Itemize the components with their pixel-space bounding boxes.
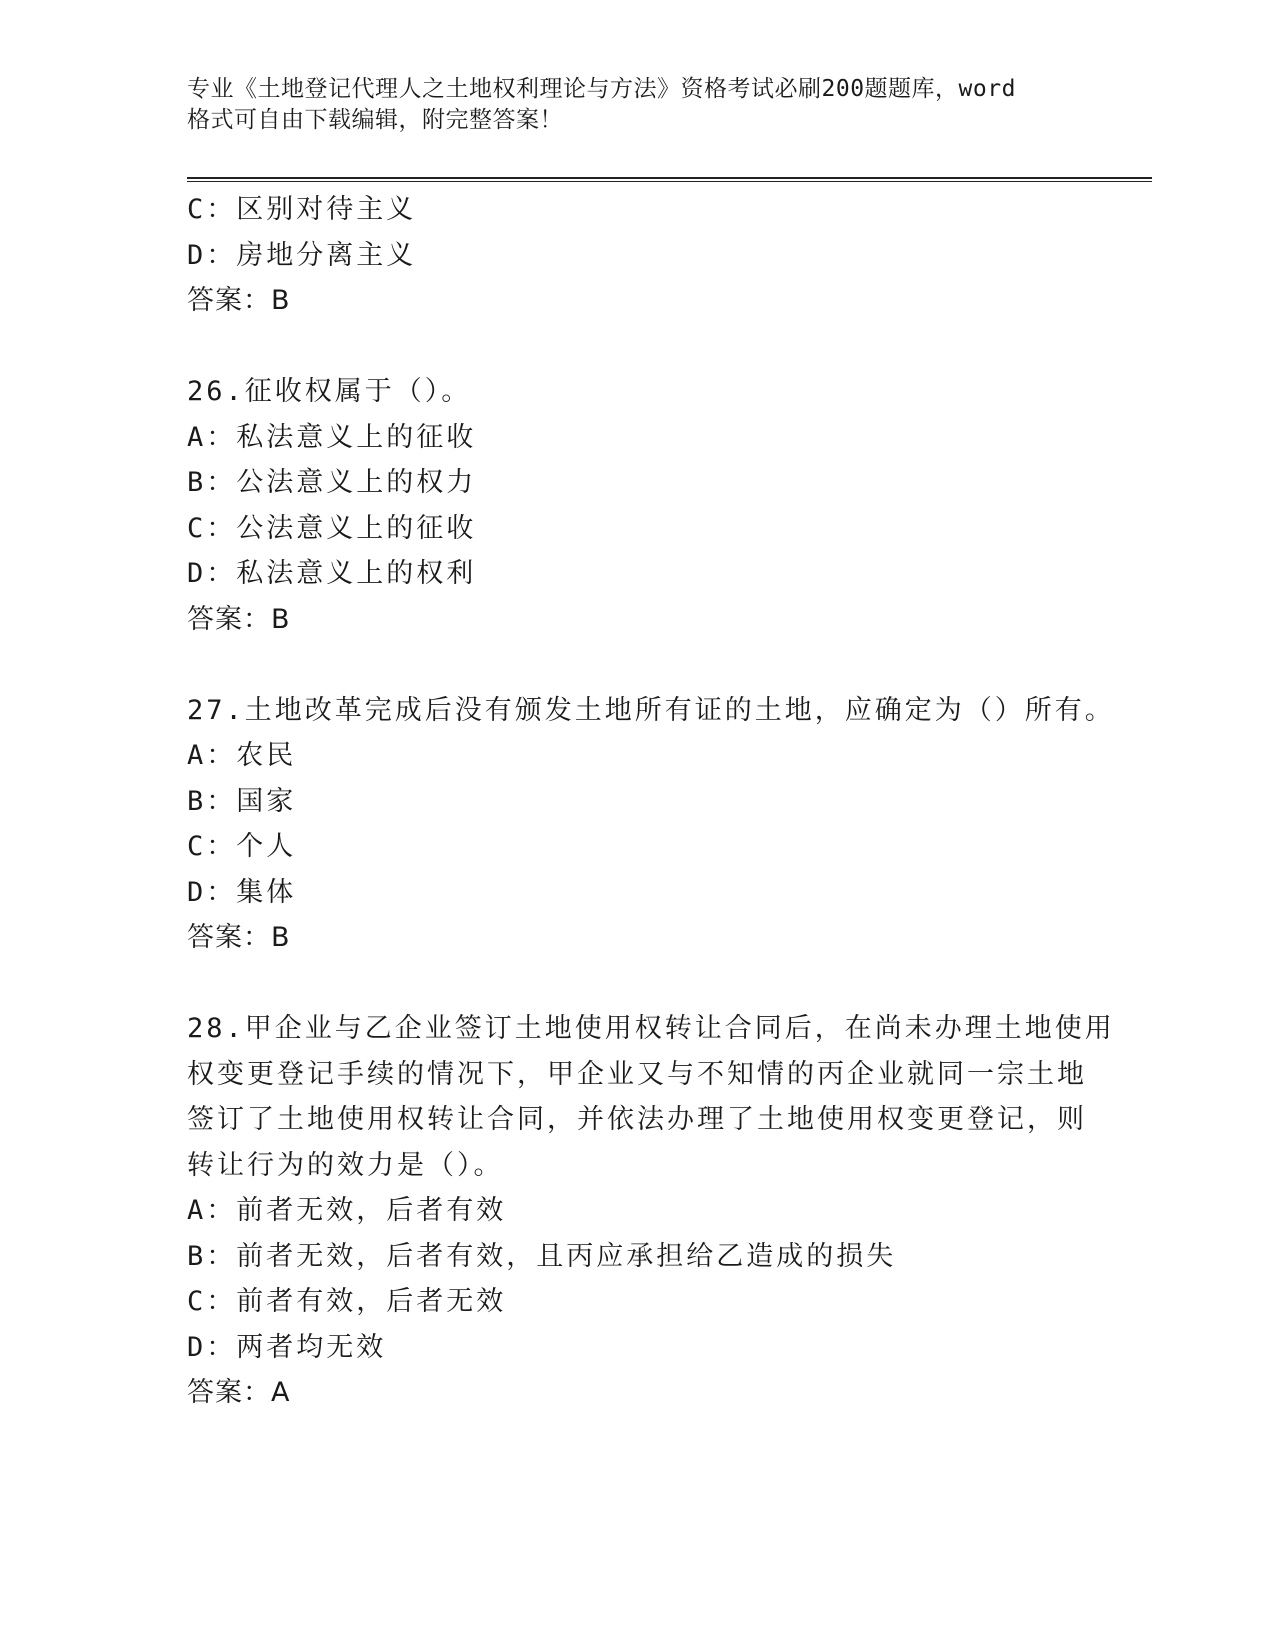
option-d: D：私法意义上的权利 [187,558,477,589]
answer-line: 答案：B [187,603,291,635]
option-b: B：国家 [187,785,297,817]
option-d: D：房地分离主义 [187,239,417,271]
question-stem-line-3: 签订了土地使用权转让合同，并依法办理了土地使用权变更登记，则 [187,1104,1087,1135]
option-a: A：农民 [187,740,297,771]
option-c: C：公法意义上的征收 [187,512,477,544]
header-title-line-1: 专业《土地登记代理人之土地权利理论与方法》资格考试必刷200题题库，word [187,76,1016,102]
question-26 [187,369,1087,642]
option-c: C：前者有效，后者无效 [187,1286,507,1317]
option-a: A：私法意义上的征收 [187,421,477,453]
question-stem-line-2: 权变更登记手续的情况下，甲企业又与不知情的丙企业就同一宗土地 [187,1058,1087,1090]
answer-line: 答案：A [187,1377,291,1408]
option-b: B：公法意义上的权力 [187,467,477,498]
question-stem-line-1: 28.甲企业与乙企业签订土地使用权转让合同后，在尚未办理土地使用 [187,1013,1115,1044]
question-25 [187,187,1087,324]
answer-line: 答案：B [187,285,291,316]
option-a: A：前者无效，后者有效 [187,1195,507,1226]
question-stem-line-4: 转让行为的效力是（）。 [187,1149,504,1181]
header-divider [187,177,1152,182]
question-stem: 27.土地改革完成后没有颁发土地所有证的土地，应确定为（）所有。 [187,694,1115,726]
header-title-line-2: 格式可自由下载编辑，附完整答案！ [187,107,563,133]
question-27 [187,688,1115,961]
document-header [187,74,1067,136]
option-c: C：个人 [187,831,297,862]
option-c: C：区别对待主义 [187,194,417,225]
question-stem: 26.征收权属于（）。 [187,376,472,407]
question-28 [187,1006,1115,1416]
spacer [187,642,1087,688]
spacer [187,324,1087,370]
option-d: D：集体 [187,876,297,908]
question-list [187,187,1115,1416]
spacer [187,961,1087,1007]
option-b: B：前者无效，后者有效，且丙应承担给乙造成的损失 [187,1240,897,1272]
option-d: D：两者均无效 [187,1331,387,1363]
answer-line: 答案：B [187,922,291,953]
